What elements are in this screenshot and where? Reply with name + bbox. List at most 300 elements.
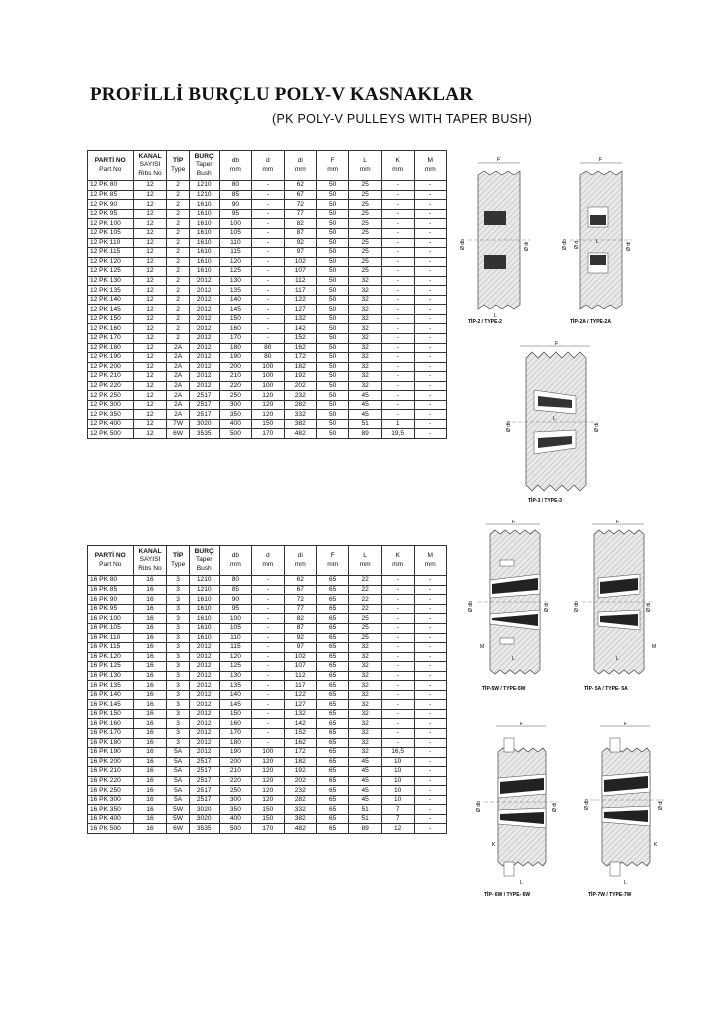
table-cell: 12 PK 170 xyxy=(88,333,134,343)
table-cell: 3 xyxy=(167,681,189,691)
table-cell: 12 PK 100 xyxy=(88,219,134,229)
table-cell: - xyxy=(252,671,284,681)
table-cell: 65 xyxy=(316,690,348,700)
table-cell: 16 xyxy=(133,623,167,633)
table-cell: - xyxy=(381,576,414,586)
table-cell: - xyxy=(414,652,447,662)
col-db: db mm xyxy=(219,151,251,181)
table-cell: 16 PK 115 xyxy=(88,643,134,653)
table-cell: - xyxy=(414,381,447,391)
label-db: Ø db xyxy=(574,601,580,612)
table-cell: 32 xyxy=(349,305,381,315)
table-cell: 192 xyxy=(284,767,316,777)
table-cell: 65 xyxy=(316,814,348,824)
table-cell: 12 PK 220 xyxy=(88,381,134,391)
table-cell: - xyxy=(414,314,447,324)
table-row xyxy=(88,690,447,700)
table-cell: 16 xyxy=(133,805,167,815)
table-row xyxy=(88,410,447,420)
table-cell: - xyxy=(381,671,414,681)
caption-type-3: TİP-3 / TYPE-3 xyxy=(528,498,562,504)
table-cell: 2 xyxy=(167,228,189,238)
table-cell: 65 xyxy=(316,738,348,748)
table-cell: - xyxy=(414,276,447,286)
table-cell: 150 xyxy=(219,709,251,719)
table-cell: 45 xyxy=(349,391,381,401)
table-cell: 3 xyxy=(167,633,189,643)
table-cell: 50 xyxy=(316,343,348,353)
table-cell: - xyxy=(414,795,447,805)
table-cell: - xyxy=(252,228,284,238)
table-cell: 5A xyxy=(167,776,189,786)
table-cell: 67 xyxy=(284,190,316,200)
table-cell: 16 xyxy=(133,585,167,595)
page-title: PROFİLLİ BURÇLU POLY-V KASNAKLAR xyxy=(90,84,474,105)
table-cell: - xyxy=(414,623,447,633)
diagram-type-2 xyxy=(458,155,548,325)
table-cell: 115 xyxy=(219,248,251,258)
table-cell: 16 xyxy=(133,757,167,767)
table-cell: 1 xyxy=(381,419,414,429)
table-cell: - xyxy=(414,324,447,334)
table-row xyxy=(88,248,447,258)
label-m: M xyxy=(480,644,485,650)
table-row xyxy=(88,429,447,439)
table-cell: 90 xyxy=(219,595,251,605)
table-cell: 7 xyxy=(381,805,414,815)
table-cell: 16 PK 100 xyxy=(88,614,134,624)
table-cell: 182 xyxy=(284,757,316,767)
table-cell: 16 xyxy=(133,728,167,738)
table-cell: 220 xyxy=(219,776,251,786)
table-cell: - xyxy=(381,391,414,401)
table-cell: 12 PK 400 xyxy=(88,419,134,429)
table-cell: 50 xyxy=(316,429,348,439)
table-cell: 5W xyxy=(167,814,189,824)
table-row xyxy=(88,614,447,624)
table-row xyxy=(88,576,447,586)
table-cell: - xyxy=(381,324,414,334)
table-cell: 16 xyxy=(133,671,167,681)
table-cell: 12 xyxy=(133,248,167,258)
col-l: L mm xyxy=(349,546,381,576)
table-cell: 16 xyxy=(133,776,167,786)
table-cell: 142 xyxy=(284,324,316,334)
table-cell: 2 xyxy=(167,209,189,219)
table-cell: 2 xyxy=(167,333,189,343)
table-cell: 145 xyxy=(219,700,251,710)
table-cell: - xyxy=(414,391,447,401)
table-cell: - xyxy=(381,181,414,191)
table-cell: 89 xyxy=(349,429,381,439)
table-cell: 120 xyxy=(219,652,251,662)
table-cell: 5A xyxy=(167,786,189,796)
table-cell: 50 xyxy=(316,333,348,343)
table-cell: 110 xyxy=(219,633,251,643)
table-header-row xyxy=(88,151,447,181)
table-cell: 25 xyxy=(349,200,381,210)
table-cell: 80 xyxy=(252,343,284,353)
table-cell: 16 PK 160 xyxy=(88,719,134,729)
table-cell: - xyxy=(252,267,284,277)
table-cell: - xyxy=(252,209,284,219)
table-cell: 3 xyxy=(167,623,189,633)
table-cell: 25 xyxy=(349,190,381,200)
table-cell: - xyxy=(414,181,447,191)
table-cell: 2012 xyxy=(189,362,219,372)
table-cell: - xyxy=(381,738,414,748)
table-cell: 120 xyxy=(252,410,284,420)
table-cell: 112 xyxy=(284,276,316,286)
table-cell: - xyxy=(252,181,284,191)
table-cell: 105 xyxy=(219,623,251,633)
table-cell: 25 xyxy=(349,257,381,267)
table-row xyxy=(88,286,447,296)
table-cell: 3 xyxy=(167,576,189,586)
table-cell: 2012 xyxy=(189,276,219,286)
table-cell: - xyxy=(381,238,414,248)
table-cell: 3 xyxy=(167,700,189,710)
col-type: TİP Type xyxy=(167,151,189,181)
table-cell: 12 xyxy=(133,333,167,343)
table-cell: - xyxy=(381,286,414,296)
table-cell: 50 xyxy=(316,381,348,391)
table-cell: 160 xyxy=(219,719,251,729)
label-f: F xyxy=(555,341,559,347)
table-cell: 1610 xyxy=(189,604,219,614)
table-cell: 3 xyxy=(167,614,189,624)
table-cell: 16 PK 85 xyxy=(88,585,134,595)
table-cell: 16 PK 105 xyxy=(88,623,134,633)
table-cell: 32 xyxy=(349,353,381,363)
table-cell: 65 xyxy=(316,795,348,805)
table-cell: 65 xyxy=(316,728,348,738)
table-cell: 162 xyxy=(284,738,316,748)
table-cell: - xyxy=(252,595,284,605)
table-cell: - xyxy=(252,633,284,643)
table-cell: 5A xyxy=(167,757,189,767)
table-cell: 16 PK 200 xyxy=(88,757,134,767)
table-cell: 50 xyxy=(316,228,348,238)
table-cell: 125 xyxy=(219,267,251,277)
caption-type-5w: TİP-5W / TYPE-5W xyxy=(482,686,526,692)
table-cell: 25 xyxy=(349,614,381,624)
col-d: d mm xyxy=(252,151,284,181)
table-cell: - xyxy=(252,314,284,324)
table-cell: 12 xyxy=(133,276,167,286)
table-cell: 250 xyxy=(219,786,251,796)
label-db: Ø db xyxy=(562,239,568,250)
table-cell: 2012 xyxy=(189,353,219,363)
table-cell: 2 xyxy=(167,295,189,305)
table-cell: 3 xyxy=(167,709,189,719)
label-m: M xyxy=(652,644,657,650)
table-cell: 12 xyxy=(133,362,167,372)
col-bush: BURÇ Taper Bush xyxy=(189,546,219,576)
table-cell: 51 xyxy=(349,805,381,815)
table-cell: - xyxy=(252,200,284,210)
table-cell: 45 xyxy=(349,795,381,805)
table-cell: 150 xyxy=(252,419,284,429)
table-cell: - xyxy=(414,200,447,210)
table-cell: 32 xyxy=(349,362,381,372)
table-row xyxy=(88,200,447,210)
table-cell: - xyxy=(414,595,447,605)
table-cell: 2A xyxy=(167,400,189,410)
table-cell: 482 xyxy=(284,429,316,439)
table-cell: - xyxy=(414,333,447,343)
table-cell: 25 xyxy=(349,633,381,643)
table-cell: 16 xyxy=(133,786,167,796)
table-row xyxy=(88,633,447,643)
table-cell: 2012 xyxy=(189,286,219,296)
table-cell: 95 xyxy=(219,604,251,614)
table-cell: 65 xyxy=(316,719,348,729)
table-cell: - xyxy=(252,738,284,748)
table-cell: 16 xyxy=(133,633,167,643)
table-cell: 16 xyxy=(133,709,167,719)
table-cell: 2012 xyxy=(189,643,219,653)
table-cell: 16 xyxy=(133,643,167,653)
table-cell: 12 PK 105 xyxy=(88,228,134,238)
table-cell: - xyxy=(252,690,284,700)
table-cell: 12 PK 85 xyxy=(88,190,134,200)
table-cell: 12 xyxy=(133,295,167,305)
table-cell: 3020 xyxy=(189,419,219,429)
table-cell: 182 xyxy=(284,362,316,372)
table-cell: 65 xyxy=(316,671,348,681)
table-cell: 170 xyxy=(252,429,284,439)
table-cell: 50 xyxy=(316,248,348,258)
table-cell: - xyxy=(381,343,414,353)
table-cell: 1610 xyxy=(189,219,219,229)
table-cell: 25 xyxy=(349,228,381,238)
table-cell: 12 xyxy=(133,419,167,429)
table-cell: 1610 xyxy=(189,257,219,267)
table-row xyxy=(88,681,447,691)
table-cell: 16 xyxy=(133,614,167,624)
caption-type-2: TİP-2 / TYPE-2 xyxy=(468,319,502,325)
table-cell: 12 xyxy=(133,400,167,410)
table-cell: 132 xyxy=(284,314,316,324)
table-cell: 32 xyxy=(349,738,381,748)
table-cell: - xyxy=(252,324,284,334)
table-cell: 1610 xyxy=(189,267,219,277)
label-f: F xyxy=(616,520,620,525)
table-cell: 12 xyxy=(133,314,167,324)
table-cell: 3 xyxy=(167,604,189,614)
table-cell: 16 PK 180 xyxy=(88,738,134,748)
col-f: F mm xyxy=(316,151,348,181)
table-cell: 50 xyxy=(316,314,348,324)
table-row xyxy=(88,343,447,353)
table-cell: - xyxy=(381,652,414,662)
col-k: K mm xyxy=(381,546,414,576)
table-cell: 3535 xyxy=(189,429,219,439)
table-cell: 80 xyxy=(252,353,284,363)
table-cell: - xyxy=(381,219,414,229)
table-cell: 12 xyxy=(133,381,167,391)
col-d: d mm xyxy=(252,546,284,576)
table-cell: 12 PK 250 xyxy=(88,391,134,401)
table-cell: 12 xyxy=(133,286,167,296)
table-cell: 12 PK 120 xyxy=(88,257,134,267)
table-cell: 16 xyxy=(133,604,167,614)
label-f: F xyxy=(512,520,516,525)
table-cell: 202 xyxy=(284,776,316,786)
table-cell: 170 xyxy=(219,333,251,343)
table-cell: - xyxy=(414,690,447,700)
table-cell: 102 xyxy=(284,652,316,662)
table-cell: 135 xyxy=(219,286,251,296)
table-cell: 12 xyxy=(133,429,167,439)
table-cell: 100 xyxy=(219,219,251,229)
table-cell: 210 xyxy=(219,372,251,382)
table-cell: 50 xyxy=(316,181,348,191)
table-cell: 25 xyxy=(349,181,381,191)
table-cell: 282 xyxy=(284,400,316,410)
table-cell: 110 xyxy=(219,238,251,248)
table-cell: 50 xyxy=(316,267,348,277)
table-cell: 350 xyxy=(219,410,251,420)
table-cell: - xyxy=(381,400,414,410)
table-cell: 2012 xyxy=(189,681,219,691)
table-cell: 180 xyxy=(219,738,251,748)
table-cell: 12 PK 350 xyxy=(88,410,134,420)
table-cell: 120 xyxy=(219,257,251,267)
table-cell: 65 xyxy=(316,662,348,672)
table-cell: - xyxy=(381,719,414,729)
col-di: di mm xyxy=(284,151,316,181)
table-cell: 50 xyxy=(316,209,348,219)
table-cell: 100 xyxy=(252,362,284,372)
table-cell: 16 xyxy=(133,824,167,834)
table-cell: 12 xyxy=(133,410,167,420)
label-f: F xyxy=(599,157,603,163)
table-cell: 12 PK 140 xyxy=(88,295,134,305)
table-cell: 50 xyxy=(316,362,348,372)
table-cell: 77 xyxy=(284,604,316,614)
table-cell: - xyxy=(252,614,284,624)
table-cell: 145 xyxy=(219,305,251,315)
label-db: Ø db xyxy=(468,601,474,612)
table-cell: 85 xyxy=(219,190,251,200)
table-cell: - xyxy=(414,576,447,586)
table-row xyxy=(88,643,447,653)
table-cell: 2012 xyxy=(189,305,219,315)
table-cell: 82 xyxy=(284,614,316,624)
table-cell: 482 xyxy=(284,824,316,834)
diagram-type-3 xyxy=(500,340,610,510)
table-cell: 3 xyxy=(167,643,189,653)
table-cell: 50 xyxy=(316,353,348,363)
table-cell: 12 PK 115 xyxy=(88,248,134,258)
table-cell: 2012 xyxy=(189,343,219,353)
table-row xyxy=(88,219,447,229)
col-ribs: KANAL SAYISI Ribs No xyxy=(133,151,167,181)
table-row xyxy=(88,419,447,429)
table-cell: - xyxy=(414,671,447,681)
table-cell: 120 xyxy=(252,776,284,786)
table-row xyxy=(88,709,447,719)
table-cell: 210 xyxy=(219,767,251,777)
table-cell: 32 xyxy=(349,295,381,305)
table-cell: - xyxy=(252,333,284,343)
table-cell: - xyxy=(414,748,447,758)
table-cell: - xyxy=(381,362,414,372)
table-cell: 105 xyxy=(219,228,251,238)
table-cell: - xyxy=(252,248,284,258)
table-cell: - xyxy=(414,700,447,710)
table-row xyxy=(88,776,447,786)
table-cell: 51 xyxy=(349,419,381,429)
table-cell: 50 xyxy=(316,219,348,229)
table-cell: 72 xyxy=(284,200,316,210)
table-cell: 92 xyxy=(284,633,316,643)
table-cell: - xyxy=(381,410,414,420)
table-cell: 1610 xyxy=(189,228,219,238)
table-cell: - xyxy=(414,286,447,296)
table-cell: 117 xyxy=(284,681,316,691)
table-cell: 16 xyxy=(133,814,167,824)
table-cell: 16 xyxy=(133,738,167,748)
table-cell: 12 PK 130 xyxy=(88,276,134,286)
table-cell: 97 xyxy=(284,643,316,653)
table-cell: - xyxy=(414,633,447,643)
table-cell: 120 xyxy=(252,786,284,796)
table-cell: - xyxy=(414,776,447,786)
label-db: Ø db xyxy=(584,799,590,810)
table-cell: 16 xyxy=(133,748,167,758)
table-cell: 12 PK 210 xyxy=(88,372,134,382)
table-cell: 65 xyxy=(316,614,348,624)
table-cell: 12 xyxy=(133,267,167,277)
table-cell: 12 PK 125 xyxy=(88,267,134,277)
label-di: Ø di xyxy=(646,602,652,612)
label-db: Ø db xyxy=(460,239,466,250)
table-cell: 170 xyxy=(252,824,284,834)
table-cell: 45 xyxy=(349,767,381,777)
table-cell: 3 xyxy=(167,690,189,700)
table-cell: 12 xyxy=(133,353,167,363)
table-cell: - xyxy=(414,190,447,200)
table-cell: 50 xyxy=(316,391,348,401)
table-cell: 2517 xyxy=(189,410,219,420)
table-cell: 2A xyxy=(167,410,189,420)
table-cell: - xyxy=(381,709,414,719)
table-cell: 130 xyxy=(219,276,251,286)
table-cell: 32 xyxy=(349,728,381,738)
table-cell: - xyxy=(414,305,447,315)
table-cell: 12 xyxy=(133,391,167,401)
table-row xyxy=(88,623,447,633)
table-cell: - xyxy=(414,362,447,372)
table-cell: 120 xyxy=(252,767,284,777)
table-row xyxy=(88,353,447,363)
table-cell: - xyxy=(414,257,447,267)
table-cell: 200 xyxy=(219,757,251,767)
table-cell: 65 xyxy=(316,767,348,777)
table-cell: - xyxy=(381,248,414,258)
table-cell: 50 xyxy=(316,286,348,296)
table-cell: 65 xyxy=(316,786,348,796)
diagram-type-7w xyxy=(580,722,675,902)
table-cell: 350 xyxy=(219,805,251,815)
table-cell: 232 xyxy=(284,786,316,796)
table-cell: 50 xyxy=(316,372,348,382)
table-cell: 2 xyxy=(167,200,189,210)
table-cell: 2012 xyxy=(189,738,219,748)
